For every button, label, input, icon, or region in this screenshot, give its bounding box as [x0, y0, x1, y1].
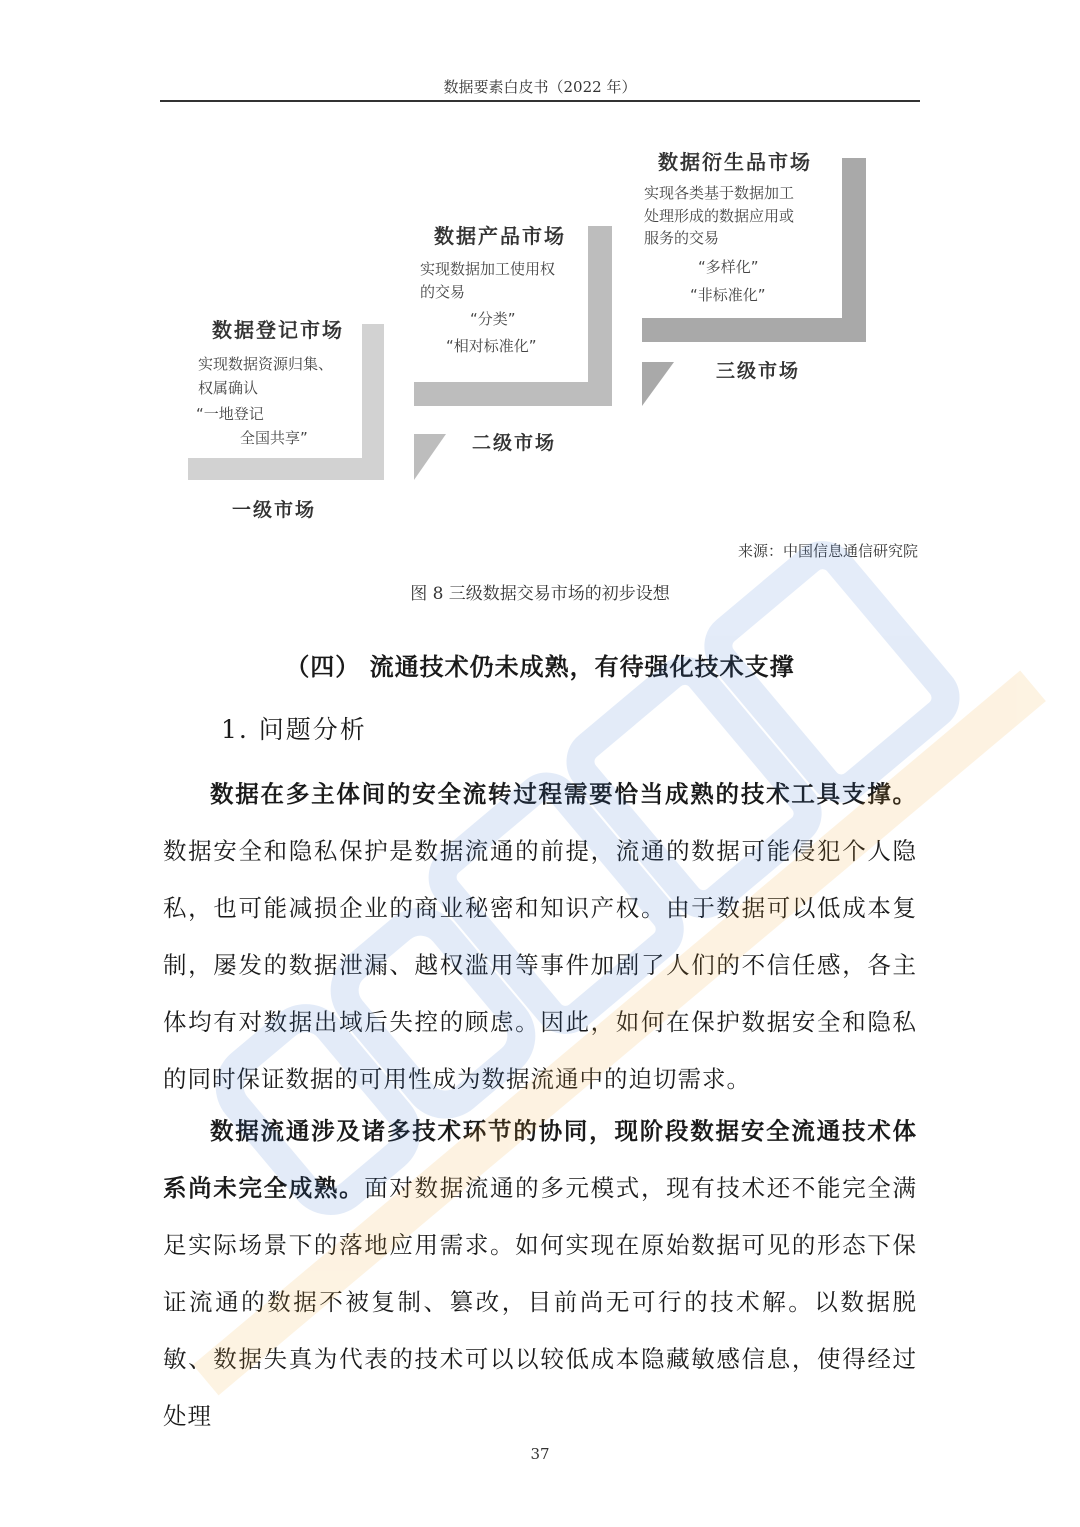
figure-caption: 图 8 三级数据交易市场的初步设想 [410, 584, 670, 604]
page-number: 37 [530, 1445, 550, 1463]
page-header: 数据要素白皮书（2022 年） [443, 78, 637, 96]
market-2-title: 数据产品市场 [434, 224, 566, 248]
figure-market-levels [0, 0, 1080, 620]
market-2-desc-line-1: 实现数据加工使用权 [420, 260, 556, 278]
market-1-tag-2: 全国共享” [240, 429, 308, 447]
step-2-chevron [414, 434, 446, 480]
market-3-desc-line-1: 实现各类基于数据加工 [644, 184, 795, 202]
paragraph-1-lead: 数据在多主体间的安全流转过程需要恰当成熟的技术工具支撑。 [210, 780, 917, 808]
market-2-desc-line-2: 的交易 [420, 283, 466, 301]
paragraph-1-body: 数据安全和隐私保护是数据流通的前提，流通的数据可能侵犯个人隐私，也可能减损企业的商业秘密和知识产权。由于数据可以低成本复制，屡发的数据泄漏、越权滥用等事件加剧了人们的不信任感，各主体均有对数据出域后失控的顾虑。因此，如何在保护数据安全和隐私的同时保证数据的可用性成为数据流通中的迫切需求。 [163, 837, 917, 1093]
market-3-desc-line-3: 服务的交易 [644, 229, 720, 247]
market-1-desc-line-1: 实现数据资源归集、 [198, 355, 334, 373]
market-2-tag-2: “相对标准化” [446, 337, 537, 355]
section-title: （四） 流通技术仍未成熟，有待强化技术支撑 [285, 653, 795, 681]
market-3-level: 三级市场 [716, 360, 801, 382]
market-1-desc-line-2: 权属确认 [198, 379, 259, 397]
market-3-title: 数据衍生品市场 [658, 150, 812, 174]
subsection-title: 1. 问题分析 [221, 715, 367, 744]
market-1-level: 一级市场 [232, 499, 317, 521]
market-3-tag-1: “多样化” [698, 258, 759, 276]
staircase-graphic [0, 0, 1080, 620]
market-1-title: 数据登记市场 [212, 318, 344, 342]
step-3-chevron [642, 362, 674, 406]
market-1-tag-1: “一地登记 [196, 405, 264, 423]
market-3-desc-line-2: 处理形成的数据应用或 [644, 207, 795, 225]
paragraph-2-body: 面对数据流通的多元模式，现有技术还不能完全满足实际场景下的落地应用需求。如何实现在原始数据可见的形态下保证流通的数据不被复制、篡改，目前尚无可行的技术解。以数据脱敏、数据失真为代表的技术可以以较低成本隐藏敏感信息，使得经过处理 [163, 1174, 918, 1430]
figure-source: 来源：中国信息通信研究院 [737, 542, 918, 560]
market-2-level: 二级市场 [472, 432, 557, 454]
paragraph-2 [163, 1103, 917, 1445]
paragraph-2-lead: 数据流通涉及诸多技术环节的协同，现阶段数据安全流通技术体系尚未完全成熟。 [163, 1117, 917, 1202]
market-2-tag-1: “分类” [470, 310, 516, 328]
paragraph-1 [163, 766, 917, 1108]
market-3-tag-2: “非标准化” [690, 286, 766, 304]
